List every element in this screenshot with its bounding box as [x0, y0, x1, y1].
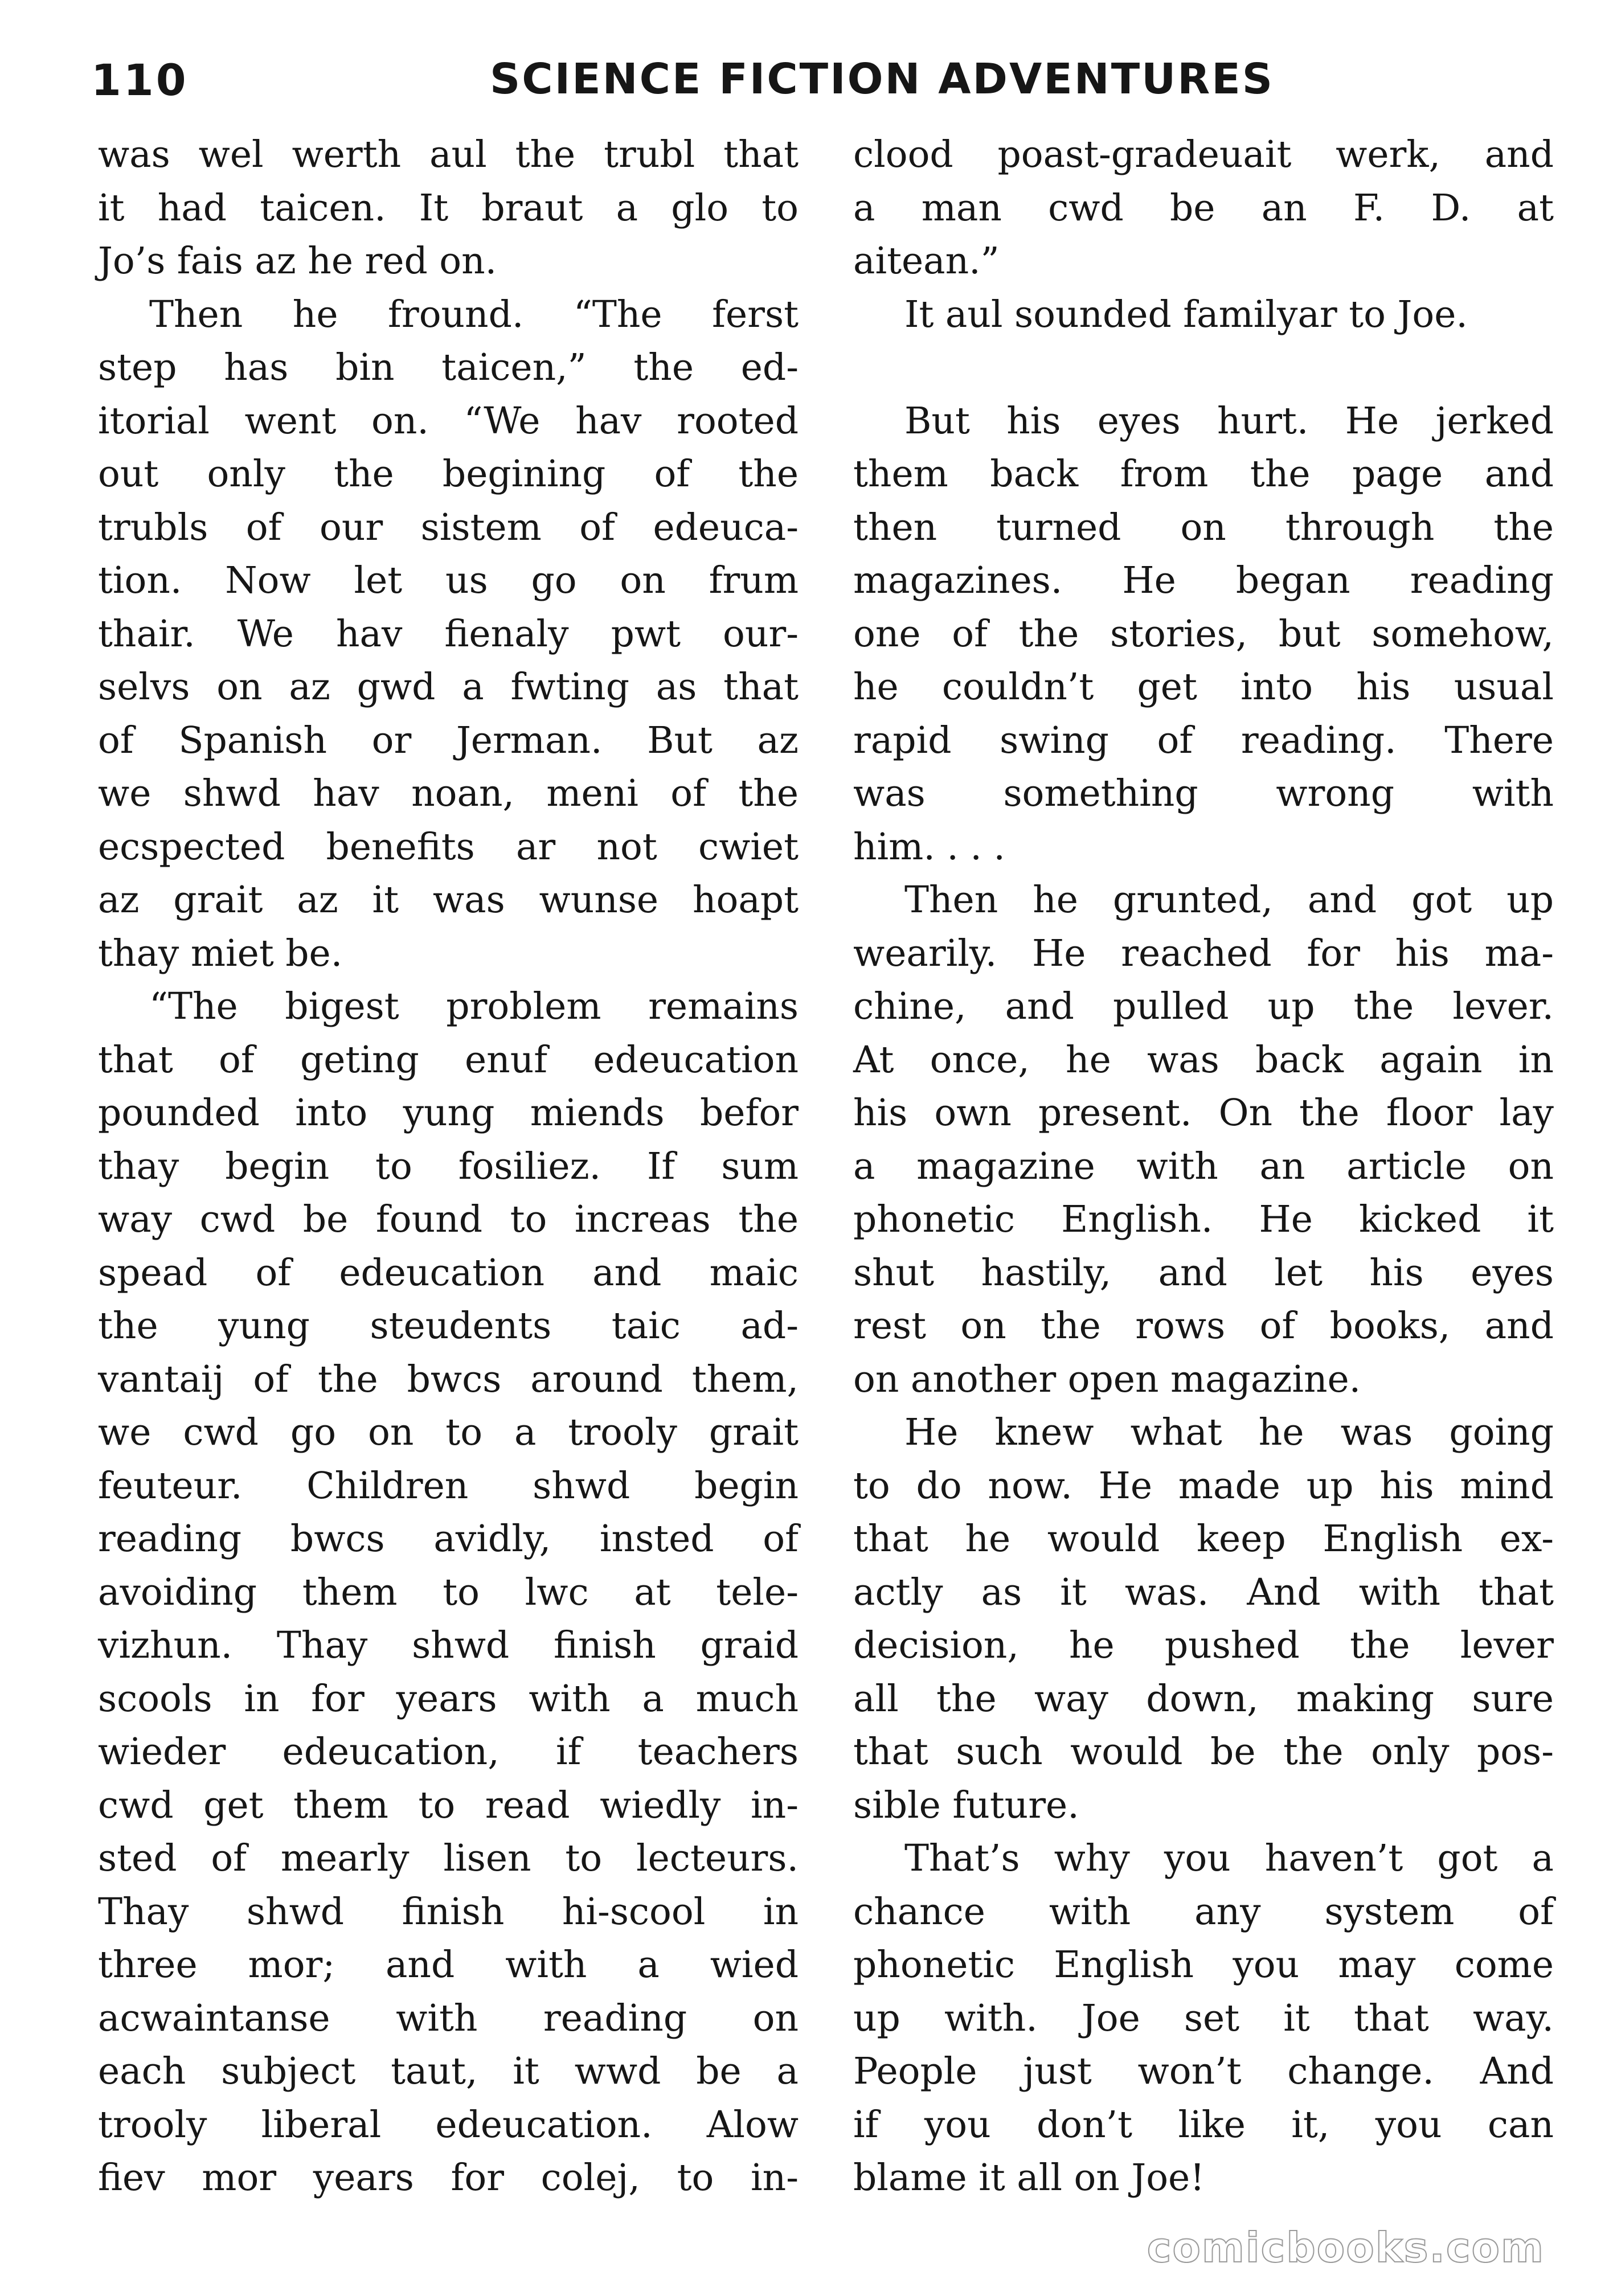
text-line: That’s why you haven’t got a	[904, 1837, 1554, 1880]
text-line: he couldn’t get into his usual	[853, 666, 1554, 708]
text-line: rapid swing of reading. There	[853, 719, 1554, 762]
text-line: sible future.	[853, 1784, 1079, 1827]
text-line: az grait az it was wunse hoapt	[98, 879, 799, 921]
text-line: Jo’s fais az he red on.	[98, 240, 497, 282]
text-line: He knew what he was going	[904, 1411, 1554, 1454]
text-line: Then he fround. “The ferst	[149, 293, 799, 336]
text-line: the yung steudents taic ad-	[98, 1305, 799, 1347]
text-line: way cwd be found to increas the	[98, 1198, 799, 1241]
text-line: thay begin to fosiliez. If sum	[98, 1145, 799, 1188]
text-line: clood poast-gradeuait werk, and	[853, 133, 1554, 176]
text-line: People just won’t change. And	[853, 2050, 1554, 2093]
left-text-column	[98, 128, 799, 2205]
text-line: we cwd go on to a trooly grait	[98, 1411, 799, 1454]
text-line: itorial went on. “We hav rooted	[98, 399, 799, 442]
text-line: out only the begining of the	[98, 453, 799, 495]
text-line: fiev mor years for colej, to in-	[98, 2156, 799, 2199]
text-line: to do now. He made up his mind	[853, 1464, 1554, 1507]
text-line: up with. Joe set it that way.	[853, 1996, 1554, 2040]
text-line: spead of edeucation and maic	[98, 1251, 799, 1294]
text-line: if you don’t like it, you can	[853, 2103, 1554, 2146]
text-line: we shwd hav noan, meni of the	[98, 772, 799, 815]
text-line: It aul sounded familyar to Joe.	[904, 293, 1468, 336]
text-line: a man cwd be an F. D. at	[853, 186, 1554, 229]
text-line: was wel werth aul the trubl that	[98, 133, 799, 176]
text-line: reading bwcs avidly, insted of	[98, 1518, 799, 1560]
text-line: aitean.”	[853, 240, 1000, 282]
text-line: one of the stories, but somehow,	[853, 612, 1554, 655]
text-line: tion. Now let us go on frum	[98, 559, 799, 602]
text-line: ecspected benefits ar not cwiet	[98, 825, 799, 868]
text-line: wieder edeucation, if teachers	[98, 1731, 799, 1773]
text-line: thair. We hav fienaly pwt our-	[98, 612, 799, 655]
text-line: thay miet be.	[98, 932, 343, 975]
text-line: magazines. He began reading	[853, 559, 1554, 602]
text-line: all the way down, making sure	[853, 1677, 1554, 1720]
text-line: avoiding them to lwc at tele-	[98, 1571, 799, 1614]
text-line: that such would be the only pos-	[853, 1731, 1554, 1773]
text-line: of Spanish or Jerman. But az	[98, 719, 799, 762]
text-line: feuteur. Children shwd begin	[98, 1464, 799, 1507]
text-line: trooly liberal edeucation. Alow	[98, 2103, 799, 2146]
text-line: cwd get them to read wiedly in-	[98, 1784, 799, 1827]
text-line: acwaintanse with reading on	[98, 1996, 799, 2040]
text-line: chine, and pulled up the lever.	[853, 985, 1554, 1028]
text-line: each subject taut, it wwd be a	[98, 2050, 799, 2093]
text-line: phonetic English. He kicked it	[853, 1198, 1554, 1241]
text-line: his own present. On the floor lay	[853, 1092, 1554, 1134]
text-line: Then he grunted, and got up	[904, 879, 1554, 921]
text-line: pounded into yung miends befor	[98, 1092, 799, 1134]
text-line: trubls of our sistem of edeuca-	[98, 506, 799, 549]
text-line: wearily. He reached for his ma-	[853, 932, 1554, 975]
text-line: three mor; and with a wied	[98, 1944, 799, 1986]
text-line: At once, he was back again in	[853, 1038, 1554, 1081]
text-line: actly as it was. And with that	[853, 1571, 1554, 1614]
text-line: him. . . .	[853, 825, 1005, 868]
text-line: blame it all on Joe!	[853, 2156, 1205, 2199]
watermark: comicbooks.com	[1147, 2224, 1545, 2272]
page-header	[91, 55, 1549, 117]
text-line	[853, 341, 1554, 395]
text-line: shut hastily, and let his eyes	[853, 1251, 1554, 1294]
text-line: But his eyes hurt. He jerked	[904, 399, 1554, 442]
text-line: vizhun. Thay shwd finish graid	[98, 1624, 799, 1667]
text-line: that of geting enuf edeucation	[98, 1038, 799, 1081]
text-line: rest on the rows of books, and	[853, 1305, 1554, 1347]
running-title: SCIENCE FICTION ADVENTURES	[490, 55, 1275, 104]
text-line: decision, he pushed the lever	[853, 1624, 1554, 1667]
text-line: vantaij of the bwcs around them,	[98, 1358, 799, 1401]
text-line: was something wrong with	[853, 772, 1554, 815]
text-line: it had taicen. It braut a glo to	[98, 186, 799, 229]
page-number: 110	[91, 55, 189, 105]
text-line: them back from the page and	[853, 453, 1554, 495]
text-line: chance with any system of	[853, 1890, 1554, 1933]
text-line: selvs on az gwd a fwting as that	[98, 666, 799, 708]
right-text-column	[853, 128, 1554, 2205]
text-line: then turned on through the	[853, 506, 1554, 549]
text-line: that he would keep English ex-	[853, 1518, 1554, 1560]
text-line: Thay shwd finish hi-scool in	[98, 1890, 799, 1933]
text-line: on another open magazine.	[853, 1358, 1361, 1401]
text-line: phonetic English you may come	[853, 1944, 1554, 1986]
text-line: step has bin taicen,” the ed-	[98, 346, 799, 389]
text-line: “The bigest problem remains	[149, 985, 799, 1028]
text-line: a magazine with an article on	[853, 1145, 1554, 1188]
text-line: sted of mearly lisen to lecteurs.	[98, 1837, 799, 1880]
text-line: scools in for years with a much	[98, 1677, 799, 1720]
